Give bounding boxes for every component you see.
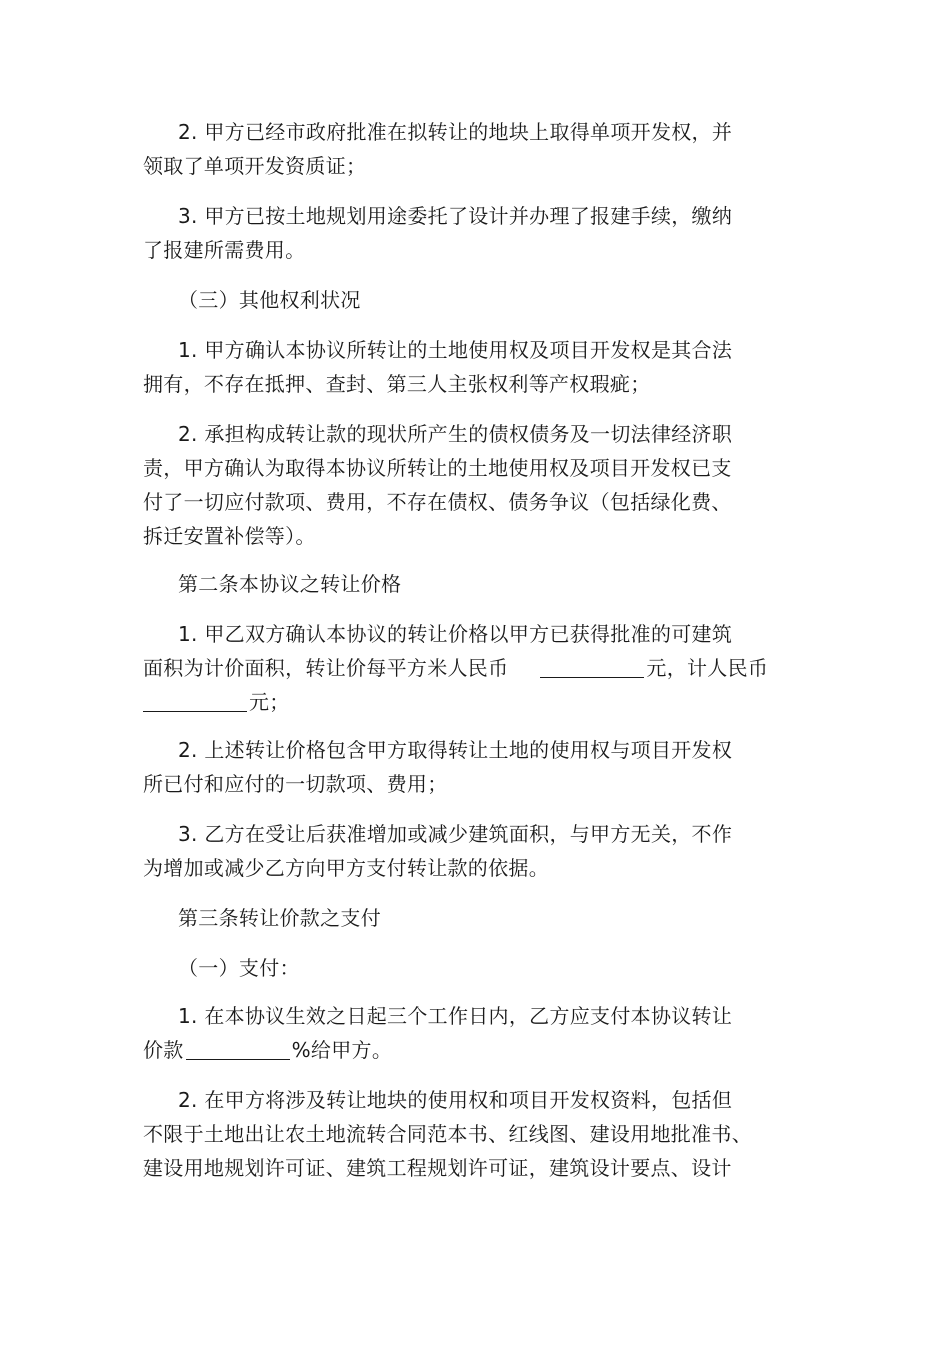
- text-segment: 元；: [249, 690, 290, 714]
- text-line: 不限于土地出让农土地流转合同范本书、红线图、建设用地批准书、: [143, 1122, 752, 1146]
- section-heading: （一）支付：: [178, 956, 300, 980]
- text-line: 了报建所需费用。: [143, 238, 306, 262]
- text-line: 责，甲方确认为取得本协议所转让的土地使用权及项目开发权已支: [143, 456, 732, 480]
- text-segment: 面积为计价面积，转让价每平方米人民币: [143, 656, 509, 680]
- text-segment: %给甲方。: [291, 1038, 393, 1062]
- text-line: 2. 上述转让价格包含甲方取得转让土地的使用权与项目开发权: [178, 738, 733, 762]
- blank-field: [143, 691, 247, 712]
- text-line: 1. 甲乙双方确认本协议的转让价格以甲方已获得批准的可建筑: [178, 622, 733, 646]
- blank-field: [186, 1039, 290, 1060]
- text-line: 1. 在本协议生效之日起三个工作日内，乙方应支付本协议转让: [178, 1004, 733, 1028]
- text-segment: 价款: [143, 1038, 184, 1062]
- text-line: 为增加或减少乙方向甲方支付转让款的依据。: [143, 856, 549, 880]
- article-heading: 第二条本协议之转让价格: [178, 572, 402, 596]
- text-line: [143, 688, 783, 716]
- blank-field: [540, 657, 644, 678]
- article-heading: 第三条转让价款之支付: [178, 906, 381, 930]
- text-line: 2. 在甲方将涉及转让地块的使用权和项目开发权资料，包括但: [178, 1088, 733, 1112]
- text-line: 2. 承担构成转让款的现状所产生的债权债务及一切法律经济职: [178, 422, 733, 446]
- text-line: 2. 甲方已经市政府批准在拟转让的地块上取得单项开发权，并: [178, 120, 733, 144]
- text-line: 拆迁安置补偿等）。: [143, 524, 316, 548]
- text-line: [143, 1036, 783, 1064]
- text-segment: 元，计人民币: [646, 656, 769, 680]
- text-line: 拥有，不存在抵押、查封、第三人主张权利等产权瑕疵；: [143, 372, 651, 396]
- text-line: 1. 甲方确认本协议所转让的土地使用权及项目开发权是其合法: [178, 338, 733, 362]
- text-line: [143, 654, 783, 682]
- text-line: 付了一切应付款项、费用，不存在债权、债务争议（包括绿化费、: [143, 490, 732, 514]
- text-line: 建设用地规划许可证、建筑工程规划许可证，建筑设计要点、设计: [143, 1156, 732, 1180]
- text-line: 3. 乙方在受让后获准增加或减少建筑面积，与甲方无关，不作: [178, 822, 733, 846]
- text-line: 所已付和应付的一切款项、费用；: [143, 772, 448, 796]
- text-line: 领取了单项开发资质证；: [143, 154, 367, 178]
- section-heading: （三）其他权利状况: [178, 288, 361, 312]
- text-line: 3. 甲方已按土地规划用途委托了设计并办理了报建手续，缴纳: [178, 204, 733, 228]
